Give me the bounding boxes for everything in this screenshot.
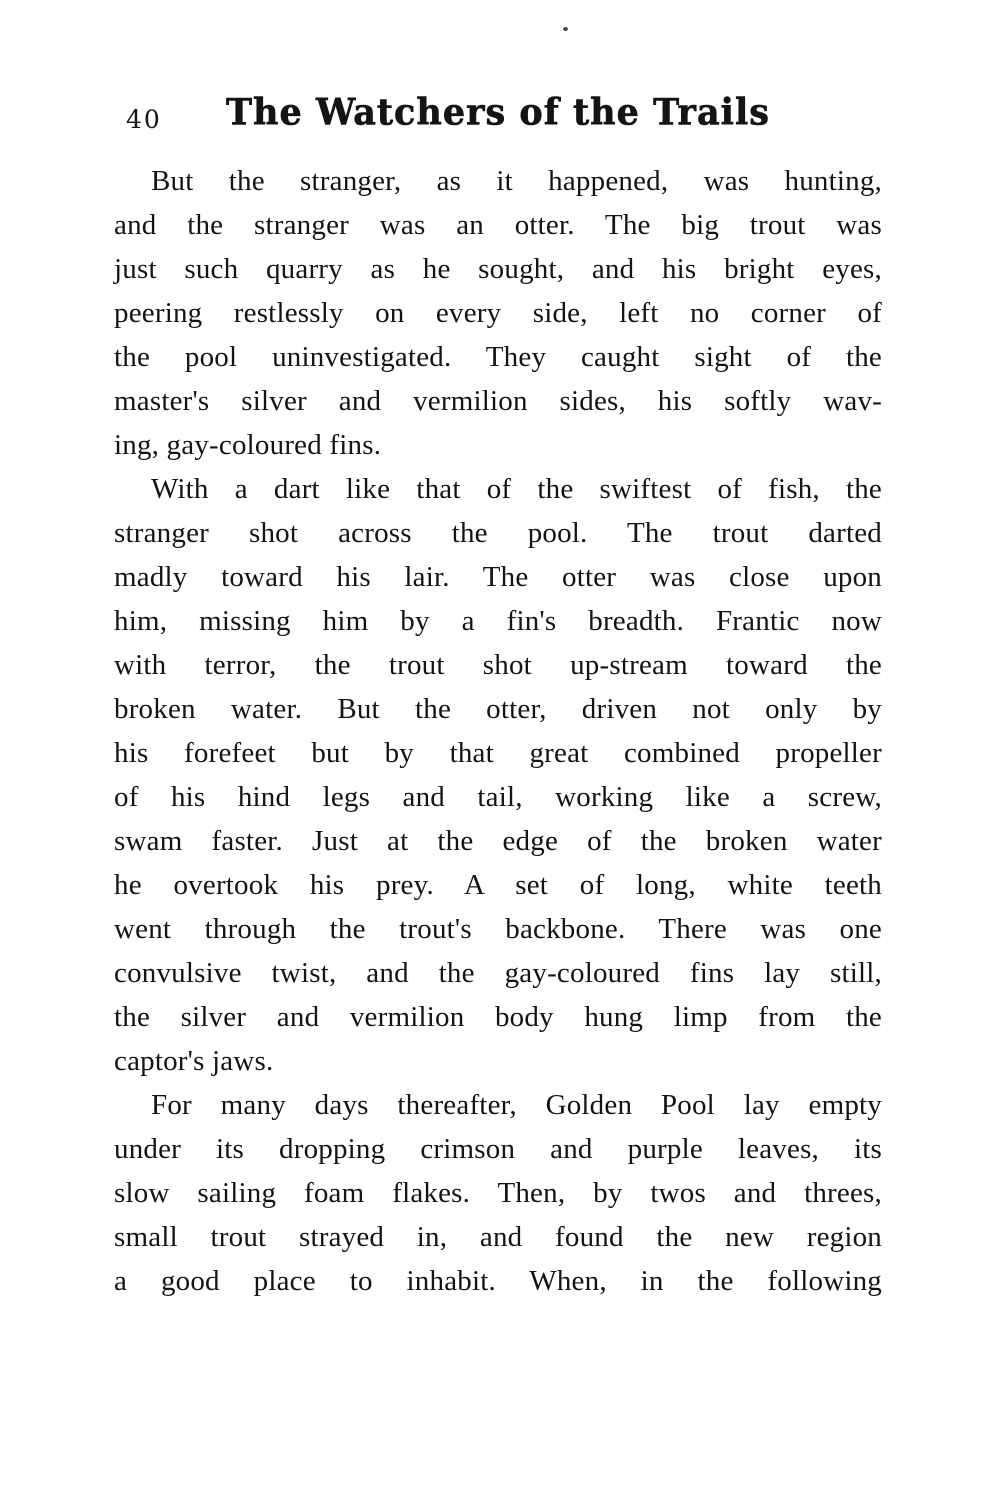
page-number: 40 bbox=[126, 105, 162, 134]
text-line: For many days thereafter, Golden Pool lay empty bbox=[151, 1089, 882, 1121]
text-line: captor's jaws. bbox=[114, 1045, 274, 1077]
paragraph bbox=[114, 467, 882, 1083]
text-line: swam faster. Just at the edge of the broken water bbox=[114, 825, 882, 857]
text-line: him, missing him by a fin's breadth. Frantic now bbox=[114, 605, 882, 637]
text-line: peering restlessly on every side, left no corner of bbox=[114, 297, 882, 329]
scan-speck bbox=[563, 27, 568, 31]
text-line: his forefeet but by that great combined propeller bbox=[114, 737, 882, 769]
paragraph bbox=[114, 1083, 882, 1303]
text-line: he overtook his prey. A set of long, white teeth bbox=[114, 869, 882, 901]
paragraph bbox=[114, 159, 882, 467]
running-head bbox=[114, 92, 882, 140]
text-line: slow sailing foam flakes. Then, by twos and threes, bbox=[114, 1177, 882, 1209]
text-line: and the stranger was an otter. The big trout was bbox=[114, 209, 882, 241]
text-line: the pool uninvestigated. They caught sight of the bbox=[114, 341, 882, 373]
text-line: the silver and vermilion body hung limp from the bbox=[114, 1001, 882, 1033]
text-line: went through the trout's backbone. There was one bbox=[114, 913, 882, 945]
text-line: But the stranger, as it happened, was hunting, bbox=[151, 165, 882, 197]
text-line: a good place to inhabit. When, in the following bbox=[114, 1265, 882, 1297]
text-line: broken water. But the otter, driven not only by bbox=[114, 693, 882, 725]
text-line: of his hind legs and tail, working like a screw, bbox=[114, 781, 882, 813]
text-line: with terror, the trout shot up-stream toward the bbox=[114, 649, 882, 681]
body-text bbox=[114, 159, 882, 1303]
text-line: stranger shot across the pool. The trout darted bbox=[114, 517, 882, 549]
text-line: ing, gay-coloured fins. bbox=[114, 429, 382, 461]
text-line: convulsive twist, and the gay-coloured fins lay still, bbox=[114, 957, 882, 989]
page-title: The Watchers of the Trails bbox=[226, 91, 770, 134]
text-line: just such quarry as he sought, and his bright eyes, bbox=[114, 253, 882, 285]
text-line: madly toward his lair. The otter was close upon bbox=[114, 561, 882, 593]
text-line: small trout strayed in, and found the new region bbox=[114, 1221, 882, 1253]
text-line: under its dropping crimson and purple leaves, its bbox=[114, 1133, 882, 1165]
text-line: master's silver and vermilion sides, his softly wav- bbox=[114, 385, 882, 417]
text-line: With a dart like that of the swiftest of fish, the bbox=[151, 473, 882, 505]
